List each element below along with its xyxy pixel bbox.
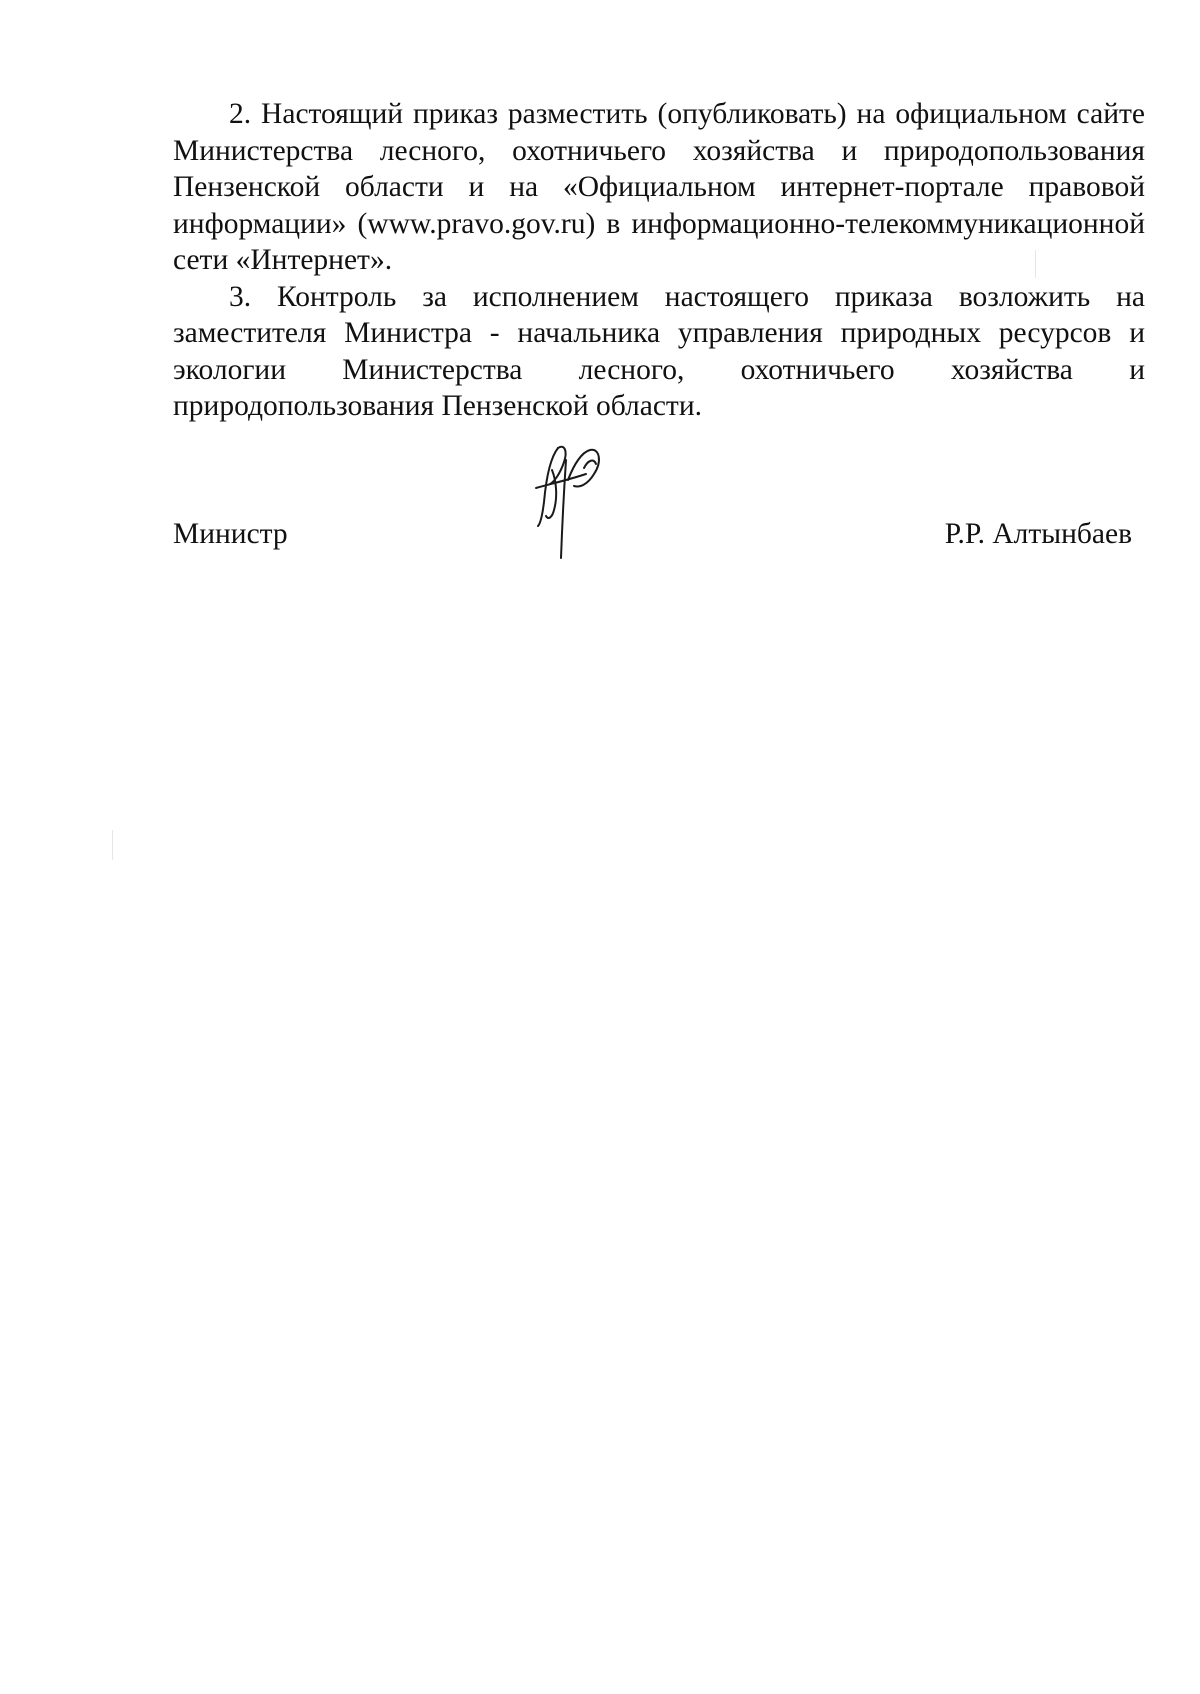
signer-name: Р.Р. Алтынбаев: [944, 518, 1132, 550]
handwritten-signature: [528, 440, 618, 560]
paragraph-2: 2. Настоящий приказ разместить (опубликовать) на официальном сайте Министерства лесного, охотничьего хозяйства и природопользования Пензенской области и на «Официальном интернет-портале правовой информации» (www.pravo.gov.ru) в информационно-телекоммуникационной сети «Интернет».: [173, 98, 1145, 276]
signer-position: Министр: [173, 518, 288, 550]
document-body: [173, 96, 1145, 425]
paragraph-3: 3. Контроль за исполнением настоящего приказа возложить на заместителя Министра - начальника управления природных ресурсов и экологии Министерства лесного, охотничьего хозяйства и природопользования Пензенской области.: [173, 280, 1145, 422]
scan-artifact: [1035, 250, 1036, 278]
scan-artifact: [112, 830, 113, 860]
